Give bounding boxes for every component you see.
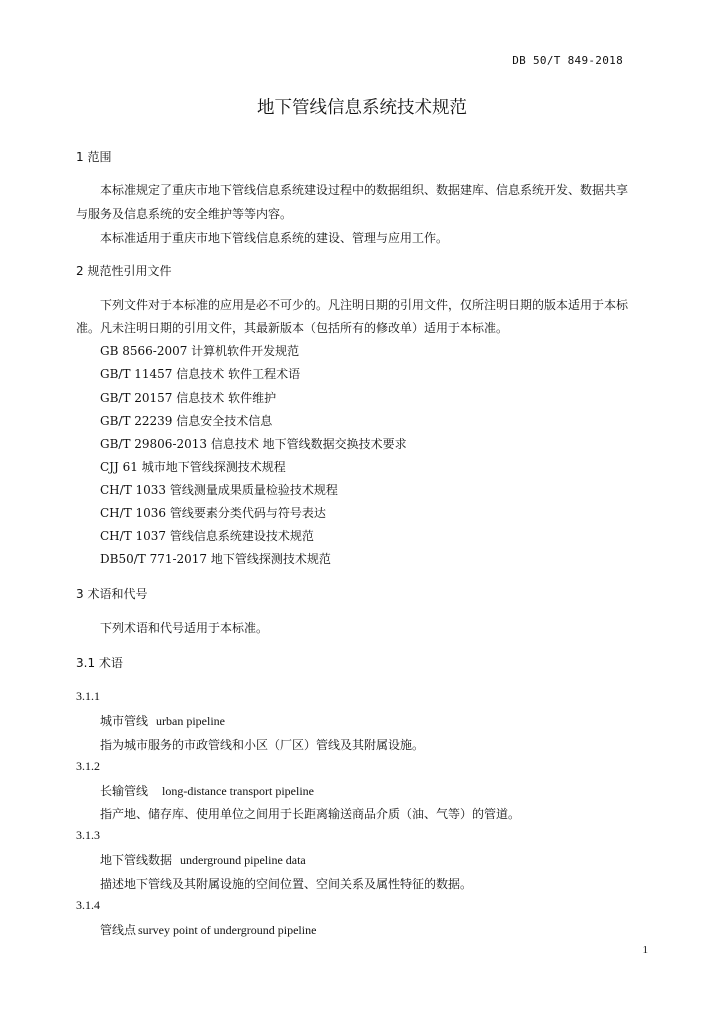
section-3-1-heading: 3.1 术语 — [76, 656, 123, 670]
reference-item: CJJ 61 城市地下管线探测技术规程 — [100, 460, 286, 474]
page-title: 地下管线信息系统技术规范 — [257, 98, 467, 118]
term-title — [100, 712, 225, 729]
section-3-heading: 3 术语和代号 — [76, 587, 148, 601]
term-english: urban pipeline — [156, 714, 225, 728]
section-1-para1-line1: 本标准规定了重庆市地下管线信息系统建设过程中的数据组织、数据建库、信息系统开发、数据共享 — [100, 183, 629, 197]
section-1-para2: 本标准适用于重庆市地下管线信息系统的建设、管理与应用工作。 — [100, 231, 449, 245]
term-english: underground pipeline data — [180, 853, 306, 867]
reference-item: GB/T 11457 信息技术 软件工程术语 — [100, 367, 301, 381]
term-title — [100, 782, 314, 799]
document-code: DB 50/T 849-2018 — [512, 54, 623, 67]
reference-item: GB/T 22239 信息安全技术信息 — [100, 414, 273, 428]
term-definition: 指为城市服务的市政管线和小区（厂区）管线及其附属设施。 — [100, 738, 425, 752]
section-2-intro-line2: 准。凡未注明日期的引用文件，其最新版本（包括所有的修改单）适用于本标准。 — [76, 321, 509, 335]
section-3-intro: 下列术语和代号适用于本标准。 — [100, 621, 269, 635]
reference-item: CH/T 1036 管线要素分类代码与符号表达 — [100, 506, 326, 520]
section-2-intro-line1: 下列文件对于本标准的应用是必不可少的。凡注明日期的引用文件，仅所注明日期的版本适用于本标 — [100, 298, 629, 312]
term-chinese: 地下管线数据 — [100, 853, 173, 867]
reference-item: GB/T 20157 信息技术 软件维护 — [100, 391, 277, 405]
term-definition: 指产地、储存库、使用单位之间用于长距离输送商品介质（油、气等）的管道。 — [100, 807, 521, 821]
term-chinese: 城市管线 — [100, 714, 149, 728]
reference-item: DB50/T 771-2017 地下管线探测技术规范 — [100, 552, 331, 566]
term-title — [100, 851, 306, 868]
page-number: 1 — [642, 944, 648, 956]
term-definition: 描述地下管线及其附属设施的空间位置、空间关系及属性特征的数据。 — [100, 877, 473, 891]
reference-item: CH/T 1033 管线测量成果质量检验技术规程 — [100, 483, 338, 497]
term-english: long-distance transport pipeline — [162, 784, 314, 798]
term-title — [100, 921, 316, 938]
term-number: 3.1.4 — [76, 898, 100, 912]
term-number: 3.1.1 — [76, 689, 100, 703]
reference-item: GB 8566-2007 计算机软件开发规范 — [100, 344, 300, 358]
section-1-para1-line2: 与服务及信息系统的安全维护等等内容。 — [76, 207, 293, 221]
term-chinese: 管线点 — [100, 923, 137, 937]
term-number: 3.1.3 — [76, 828, 100, 842]
reference-item: CH/T 1037 管线信息系统建设技术规范 — [100, 529, 314, 543]
term-chinese: 长输管线 — [100, 784, 149, 798]
reference-item: GB/T 29806-2013 信息技术 地下管线数据交换技术要求 — [100, 437, 407, 451]
section-1-heading: 1 范围 — [76, 150, 112, 164]
term-english: survey point of underground pipeline — [138, 923, 317, 937]
term-number: 3.1.2 — [76, 759, 100, 773]
section-2-heading: 2 规范性引用文件 — [76, 264, 172, 278]
